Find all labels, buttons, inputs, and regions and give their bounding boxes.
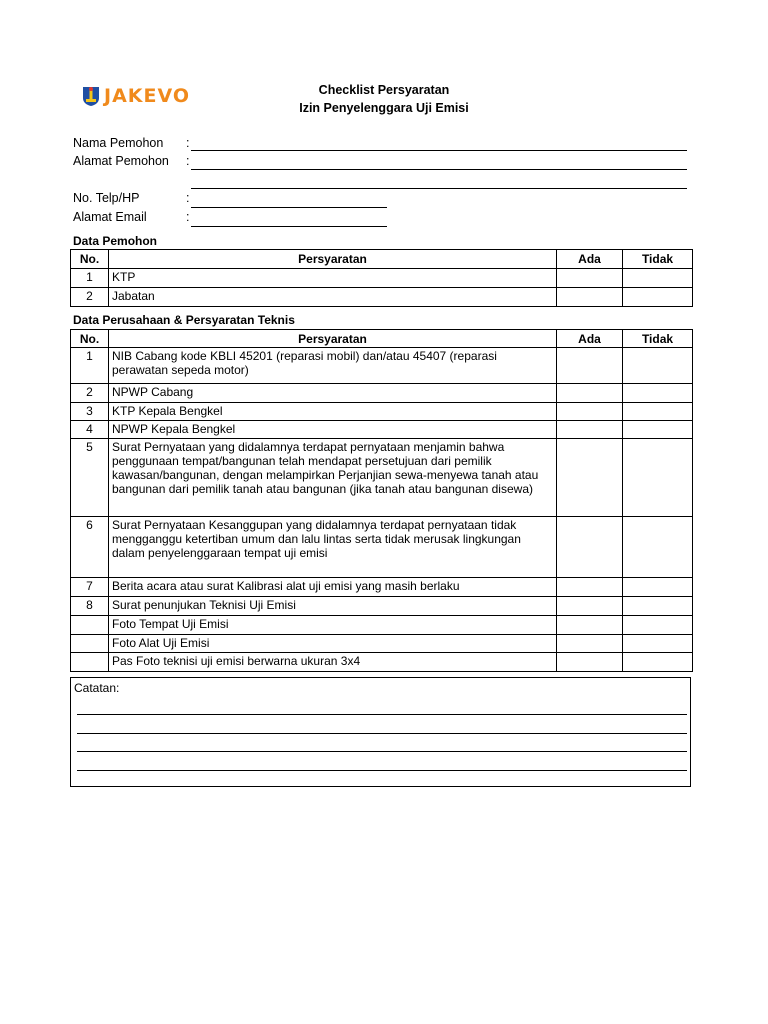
row-requirement: Foto Tempat Uji Emisi xyxy=(109,616,557,635)
row-requirement: NIB Cabang kode KBLI 45201 (reparasi mobil) dan/atau 45407 (reparasi perawatan sepeda motor) xyxy=(109,348,557,384)
table-row xyxy=(71,403,693,421)
row-requirement: Foto Alat Uji Emisi xyxy=(109,635,557,653)
ada-checkbox-cell[interactable] xyxy=(557,384,623,403)
section-title-data-perusahaan: Data Perusahaan & Persyaratan Teknis xyxy=(73,313,295,327)
row-requirement: Pas Foto teknisi uji emisi berwarna ukuran 3x4 xyxy=(109,653,557,672)
col-header-tidak: Tidak xyxy=(623,250,693,269)
row-no: 3 xyxy=(71,403,109,421)
field-colon: : xyxy=(186,154,190,168)
ada-checkbox-cell[interactable] xyxy=(557,616,623,635)
email-field[interactable] xyxy=(191,226,387,227)
table-row xyxy=(71,653,693,672)
row-requirement: NPWP Cabang xyxy=(109,384,557,403)
row-no: 2 xyxy=(71,288,109,307)
col-header-persyaratan: Persyaratan xyxy=(109,330,557,348)
notes-line xyxy=(77,770,687,771)
row-no: 8 xyxy=(71,597,109,616)
field-label-telp: No. Telp/HP xyxy=(73,191,140,205)
field-colon: : xyxy=(186,210,190,224)
notes-line xyxy=(77,714,687,715)
row-no xyxy=(71,635,109,653)
tidak-checkbox-cell[interactable] xyxy=(623,517,693,578)
col-header-ada: Ada xyxy=(557,330,623,348)
table-row xyxy=(71,616,693,635)
row-requirement: Berita acara atau surat Kalibrasi alat uji emisi yang masih berlaku xyxy=(109,578,557,597)
tidak-checkbox-cell[interactable] xyxy=(623,439,693,517)
table-row xyxy=(71,269,693,288)
table-row xyxy=(71,635,693,653)
tidak-checkbox-cell[interactable] xyxy=(623,653,693,672)
row-no: 7 xyxy=(71,578,109,597)
alamat-pemohon-field[interactable] xyxy=(191,169,687,170)
notes-line xyxy=(77,751,687,752)
document-title: Checklist Persyaratan xyxy=(318,83,450,97)
data-perusahaan-table xyxy=(70,329,693,672)
table-row xyxy=(71,439,693,517)
table-row xyxy=(71,597,693,616)
row-no: 1 xyxy=(71,348,109,384)
table-row xyxy=(71,517,693,578)
tidak-checkbox-cell[interactable] xyxy=(623,597,693,616)
ada-checkbox-cell[interactable] xyxy=(557,269,623,288)
ada-checkbox-cell[interactable] xyxy=(557,635,623,653)
field-colon: : xyxy=(186,191,190,205)
row-requirement: KTP Kepala Bengkel xyxy=(109,403,557,421)
data-pemohon-table xyxy=(70,249,693,307)
nama-pemohon-field[interactable] xyxy=(191,150,687,151)
tidak-checkbox-cell[interactable] xyxy=(623,616,693,635)
row-no: 1 xyxy=(71,269,109,288)
table-row xyxy=(71,421,693,439)
ada-checkbox-cell[interactable] xyxy=(557,348,623,384)
tidak-checkbox-cell[interactable] xyxy=(623,578,693,597)
alamat-pemohon-field-line2[interactable] xyxy=(191,188,687,189)
notes-line xyxy=(77,733,687,734)
telp-field[interactable] xyxy=(191,207,387,208)
ada-checkbox-cell[interactable] xyxy=(557,597,623,616)
col-header-no: No. xyxy=(71,250,109,269)
tidak-checkbox-cell[interactable] xyxy=(623,403,693,421)
tidak-checkbox-cell[interactable] xyxy=(623,635,693,653)
col-header-ada: Ada xyxy=(557,250,623,269)
table-row xyxy=(71,384,693,403)
table-row xyxy=(71,288,693,307)
ada-checkbox-cell[interactable] xyxy=(557,288,623,307)
ada-checkbox-cell[interactable] xyxy=(557,653,623,672)
row-requirement: Jabatan xyxy=(109,288,557,307)
table-row xyxy=(71,348,693,384)
table-row xyxy=(71,578,693,597)
row-requirement: KTP xyxy=(109,269,557,288)
tidak-checkbox-cell[interactable] xyxy=(623,288,693,307)
tidak-checkbox-cell[interactable] xyxy=(623,348,693,384)
row-no xyxy=(71,653,109,672)
notes-label: Catatan: xyxy=(74,681,120,695)
field-label-nama: Nama Pemohon xyxy=(73,136,164,150)
ada-checkbox-cell[interactable] xyxy=(557,517,623,578)
ada-checkbox-cell[interactable] xyxy=(557,439,623,517)
row-no: 6 xyxy=(71,517,109,578)
row-requirement: Surat penunjukan Teknisi Uji Emisi xyxy=(109,597,557,616)
row-no: 5 xyxy=(71,439,109,517)
row-requirement: NPWP Kepala Bengkel xyxy=(109,421,557,439)
col-header-tidak: Tidak xyxy=(623,330,693,348)
section-title-data-pemohon: Data Pemohon xyxy=(73,234,158,248)
tidak-checkbox-cell[interactable] xyxy=(623,269,693,288)
tidak-checkbox-cell[interactable] xyxy=(623,421,693,439)
field-colon: : xyxy=(186,136,190,150)
row-requirement: Surat Pernyataan yang didalamnya terdapat pernyataan menjamin bahwa penggunaan tempat/bangunan telah mendapat persetujuan dari pemilik kawasan/bangunan, dengan melampirkan Perjanjian sewa-menyewa tanah atau bangunan dari pemilik tanah atau bangunan (jika tanah atau bangunan disewa) xyxy=(109,439,557,517)
field-label-alamat: Alamat Pemohon xyxy=(73,154,169,168)
ada-checkbox-cell[interactable] xyxy=(557,403,623,421)
row-no: 4 xyxy=(71,421,109,439)
notes-box[interactable] xyxy=(70,677,691,787)
row-requirement: Surat Pernyataan Kesanggupan yang didalamnya terdapat pernyataan tidak mengganggu ketertiban umum dan lalu lintas serta tidak merusak lingkungan dalam penyelenggaraan tempat uji emisi xyxy=(109,517,557,578)
row-no: 2 xyxy=(71,384,109,403)
ada-checkbox-cell[interactable] xyxy=(557,578,623,597)
field-label-email: Alamat Email xyxy=(73,210,147,224)
document-subtitle: Izin Penyelenggara Uji Emisi xyxy=(299,101,469,115)
col-header-no: No. xyxy=(71,330,109,348)
tidak-checkbox-cell[interactable] xyxy=(623,384,693,403)
ada-checkbox-cell[interactable] xyxy=(557,421,623,439)
logo-text: JAKEVO xyxy=(104,85,190,107)
col-header-persyaratan: Persyaratan xyxy=(109,250,557,269)
row-no xyxy=(71,616,109,635)
